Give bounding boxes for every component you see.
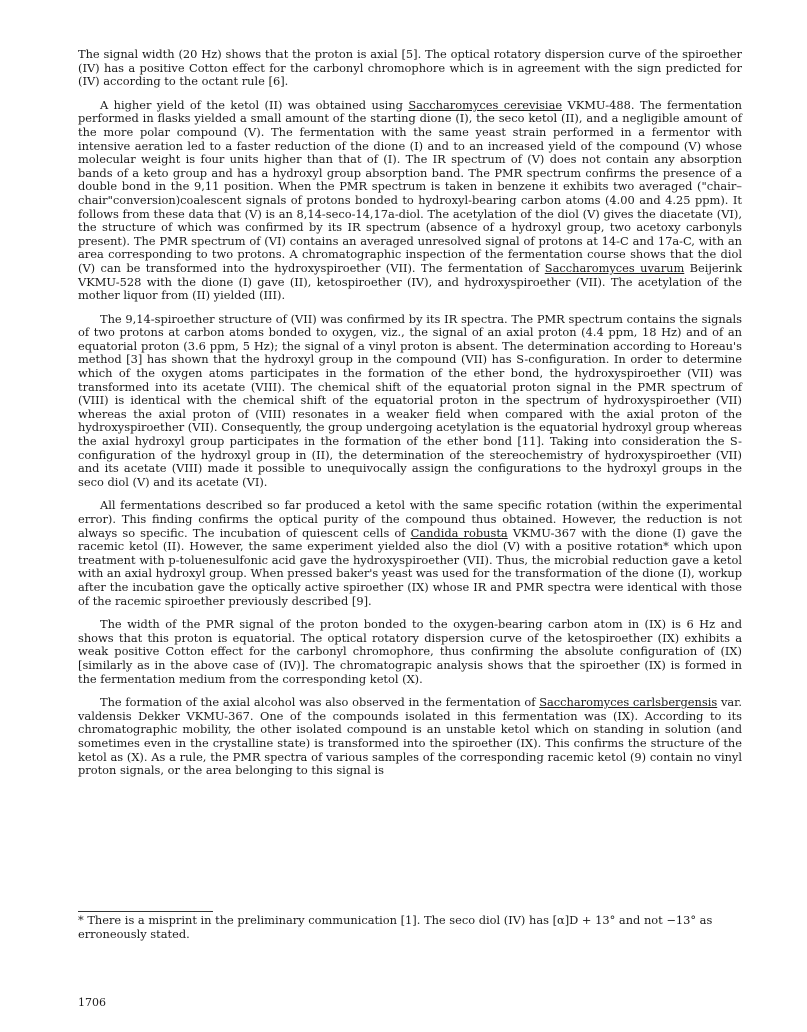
paragraph-4: All fermentations described so far produced a ketol with the same specific rotation (within the experimental error). This finding confirms the optical purity of the compound thus obtained. However, the reduction is not always so specific. The incubation of quiescent cells of Candida robusta VKMU-367 with the dione (I) gave the racemic ketol (II). However, the same experiment yielded also the diol (V) with a positive rotation* which upon treatment with p-toluenesulfonic acid gave the hydroxyspiroether (VII). Thus, the microbial reduction gave a ketol with an axial hydroxyl group. When pressed baker's yeast was used for the transformation of the dione (I), workup after the incubation gave the optically active spiroether (IX) whose IR and PMR spectra were identical with those of the racemic spiroether previously described [9]. [78, 498, 742, 608]
paragraph-6: The formation of the axial alcohol was also observed in the fermentation of Saccharomyces carlsbergensis var. valdensis Dekker VKMU-367. One of the compounds isolated in this fermentation was (IX). According to its chromatographic mobility, the other isolated compound is an unstable ketol which on standing in solution (and sometimes even in the crystalline state) is transformed into the spiroether (IX). This confirms the structure of the ketol as (X). As a rule, the PMR spectra of various samples of the corresponding racemic ketol (9) contain no vinyl proton signals, or the area belonging to this signal is [78, 695, 742, 778]
paragraph-2: A higher yield of the ketol (II) was obtained using Saccharomyces cerevisiae VKMU-488. The fermentation performed in flasks yielded a small amount of the starting dione (I), the seco ketol (II), and a negligible amount of the more polar compound (V). The fermentation with the same yeast strain performed in a fermentor with intensive aeration led to a faster reduction of the dione (I) and to an increased yield of the compound (V) whose molecular weight is four units higher than that of (I). The IR spectrum of (V) does not contain any absorption bands of a keto group and has a hydroxyl group absorption band. The PMR spectrum confirms the presence of a double bond in the 9,11 position. When the PMR spectrum is taken in benzene it exhibits two averaged ("chair–chair"conversion)coalescent signals of protons bonded to hydroxyl-bearing carbon atoms (4.00 and 4.25 ppm). It follows from these data that (V) is an 8,14-seco-14,17a-diol. The acetylation of the diol (V) gives the diacetate (VI), the structure of which was confirmed by its IR spectrum (absence of a hydroxyl group, two acetoxy carbonyls present). The PMR spectrum of (VI) contains an averaged unresolved signal of protons at 14-C and 17a-C, with an area corresponding to two protons. A chromatographic inspection of the fermentation course shows that the diol (V) can be transformed into the hydroxyspiroether (VII). The fermentation of Saccharomyces uvarum Beijerink VKMU-528 with the dione (I) gave (II), ketospiroether (IV), and hydroxyspiroether (VII). The acetylation of the mother liquor from (II) yielded (III). [78, 97, 743, 303]
footnote: * There is a misprint in the preliminary communication [1]. The seco diol (IV) has [α]D + 13° and not −13° as erroneously stated. [78, 913, 713, 941]
article-body [78, 48, 742, 788]
species-name: Candida robusta [410, 525, 508, 540]
species-name: Saccharomyces cerevisiae [408, 97, 563, 112]
paragraph-5: The width of the PMR signal of the proton bonded to the oxygen-bearing carbon atom in (IX) is 6 Hz and shows that this proton is equatorial. The optical rotatory dispersion curve of the ketospiroether (IX) exhibits a weak positive Cotton effect for the carbonyl chromophore, thus confirming the absolute configuration of (IX) [similarly as in the above case of (IV)]. The chromatograpic analysis shows that the spiroether (IX) is formed in the fermentation medium from the corresponding ketol (X). [78, 617, 742, 686]
paragraph-3: The 9,14-spiroether structure of (VII) was confirmed by its IR spectra. The PMR spectrum contains the signals of two protons at carbon atoms bonded to oxygen, viz., the signal of an axial proton (4.4 ppm, 18 Hz) and of an equatorial proton (3.6 ppm, 5 Hz); the signal of a vinyl proton is absent. The determination according to Horeau's method [3] has shown that the hydroxyl group in the compound (VII) has S-configuration. In order to determine which of the oxygen atoms participates in the formation of the ether bond, the hydroxyspiroether (VII) was transformed into its acetate (VIII). The chemical shift of the equatorial proton signal in the PMR spectrum of (VIII) is identical with the chemical shift of the equatorial proton in the spectrum of hydroxyspiroether (VII) whereas the axial proton of (VIII) resonates in a weaker field when compared with the axial proton of the hydroxyspiroether (VII). Consequently, the group undergoing acetylation is the equatorial hydroxyl group whereas the axial hydroxyl group participates in the formation of the ether bond [11]. Taking into consideration the S-configuration of the hydroxyl group in (II), the determination of the stereochemistry of hydroxyspiroether (VII) and its acetate (VIII) made it possible to unequivocally assign the configurations to the hydroxyl groups in the seco diol (V) and its acetate (VI). [78, 311, 742, 489]
page-number: 1706 [78, 996, 106, 1009]
species-name: Saccharomyces uvarum [544, 260, 685, 275]
species-name: Saccharomyces carlsbergensis [539, 695, 718, 710]
paragraph-1: The signal width (20 Hz) shows that the proton is axial [5]. The optical rotatory dispersion curve of the spiroether (IV) has a positive Cotton effect for the carbonyl chromophore which is in agreement with the sign predicted for (IV) according to the octant rule [6]. [78, 47, 742, 89]
footnote-divider [78, 911, 213, 912]
